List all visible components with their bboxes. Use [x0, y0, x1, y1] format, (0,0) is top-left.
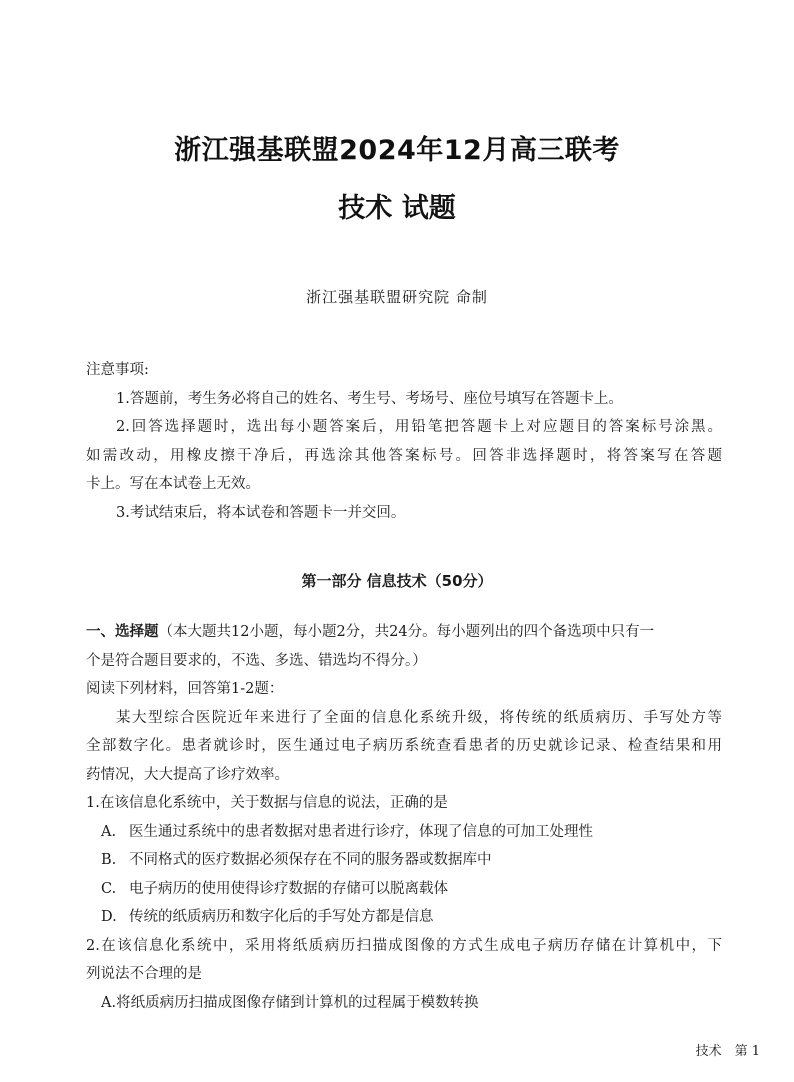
question-1-stem: 1.在该信息化系统中，关于数据与信息的说法，正确的是 — [86, 795, 448, 811]
note-item-2-line-2: 如需改动，用橡皮擦干净后，再选涂其他答案标号。回答非选择题时，将答案写在答题 — [86, 447, 722, 464]
exam-title: 浙江强基联盟2024年12月高三联考 — [174, 135, 620, 166]
reading-prompt: 阅读下列材料，回答第1-2题： — [86, 681, 284, 697]
option-label: B. — [101, 852, 117, 868]
question-2-option-a — [86, 989, 722, 1018]
question-section — [86, 618, 722, 1017]
option-text: 传统的纸质病历和数字化后的手写处方都是信息 — [129, 909, 434, 925]
question-1-option-b — [86, 846, 722, 875]
section-title: 第一部分 信息技术（50分） — [301, 572, 493, 590]
material-line-2: 全部数字化。患者就诊时，医生通过电子病历系统查看患者的历史就诊记录、检查结果和用 — [86, 738, 722, 754]
notes-heading: 注意事项: — [86, 362, 149, 378]
question-2-stem-line-2: 列说法不合理的是 — [86, 966, 202, 982]
option-text: 医生通过系统中的患者数据对患者进行诊疗，体现了信息的可加工处理性 — [129, 823, 593, 840]
part-label: 一、选择题 — [86, 624, 159, 640]
option-text: 将纸质病历扫描成图像存储到计算机的过程属于模数转换 — [116, 994, 479, 1011]
note-item-2-line-3: 卡上。写在本试卷上无效。 — [86, 476, 260, 492]
question-1-option-c — [86, 875, 722, 904]
option-label: A. — [101, 823, 117, 840]
note-item-3: 3.考试结束后，将本试卷和答题卡一并交回。 — [116, 504, 406, 521]
exam-author: 浙江强基联盟研究院 命制 — [306, 288, 488, 306]
question-1-option-a — [86, 818, 722, 847]
option-text: 不同格式的医疗数据必须保存在不同的服务器或数据库中 — [129, 852, 492, 868]
note-item-1: 1.答题前，考生务必将自己的姓名、考生号、考场号、座位号填写在答题卡上。 — [116, 390, 623, 407]
part-desc-2: 个是符合题目要求的，不选、多选、错选均不得分。） — [86, 652, 427, 669]
option-label: D. — [101, 909, 117, 925]
question-1-option-d — [86, 903, 722, 932]
part-desc-1: （本大题共12小题，每小题2分，共24分。每小题列出的四个备选项中只有一 — [158, 624, 655, 640]
note-item-2-line-1: 2.回答选择题时，选出每小题答案后，用铅笔把答题卡上对应题目的答案标号涂黑。 — [116, 419, 722, 435]
option-text: 电子病历的使用使得诊疗数据的存储可以脱离载体 — [129, 880, 448, 897]
notes-section — [86, 356, 722, 527]
material-line-3: 药情况，大大提高了诊疗效率。 — [86, 766, 289, 783]
question-2-stem-line-1: 2.在该信息化系统中，采用将纸质病历扫描成图像的方式生成电子病历存储在计算机中，下 — [86, 937, 722, 954]
page-footer: 技术 第 1 — [695, 1044, 760, 1059]
option-label: C. — [101, 880, 117, 897]
exam-subtitle: 技术 试题 — [338, 193, 456, 224]
option-label: A. — [101, 994, 117, 1011]
part-intro-line-1 — [86, 618, 722, 647]
material-line-1: 某大型综合医院近年来进行了全面的信息化系统升级，将传统的纸质病历、手写处方等 — [116, 709, 722, 726]
